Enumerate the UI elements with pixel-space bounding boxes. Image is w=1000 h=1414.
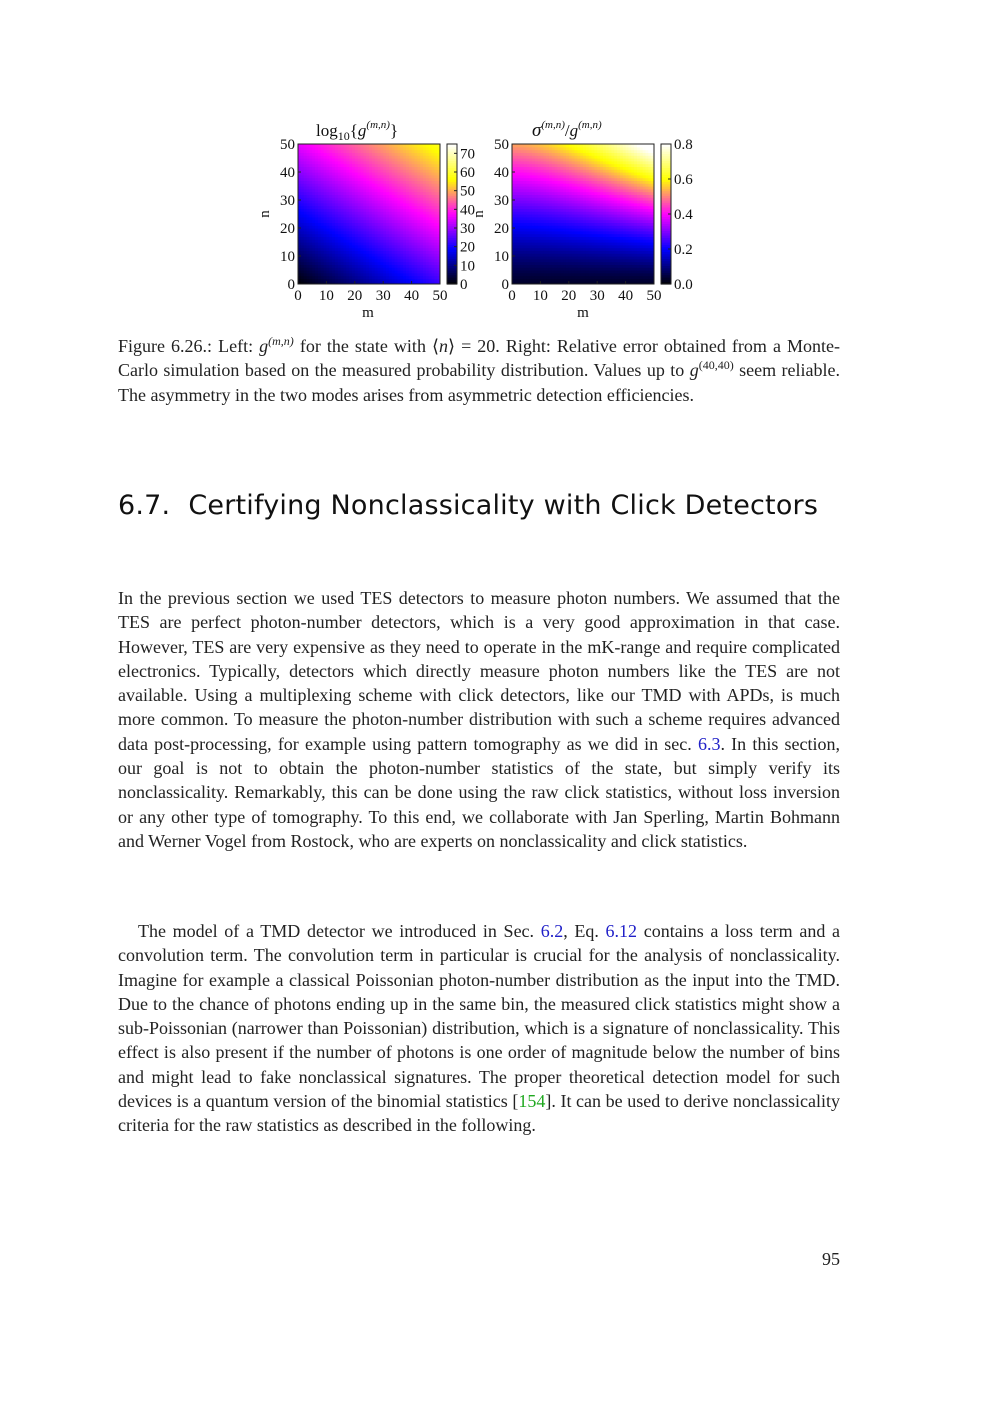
y-tick-label: 20 — [280, 221, 295, 237]
x-tick-label: 0 — [294, 288, 302, 304]
colorbar-tick-label: 30 — [460, 221, 475, 237]
x-tick-label: 30 — [375, 288, 391, 304]
y-tick-label: 30 — [280, 193, 295, 209]
left-panel-title: $\log_{10}\{g^{(m,n)}\}$ — [316, 119, 399, 143]
right-heatmap-image — [512, 144, 655, 285]
left-xlabel: m — [362, 305, 374, 321]
colorbar-tick-label: 70 — [460, 146, 475, 163]
colorbar-tick-label: 50 — [460, 183, 475, 200]
x-tick-label: 50 — [432, 288, 448, 304]
y-tick-label: 50 — [280, 137, 295, 153]
colorbar-tick-label: 40 — [460, 202, 475, 219]
figure-6-26 — [250, 112, 710, 324]
right-panel-title: $\sigma^{(m,n)}/g^{(m,n)}$ — [532, 119, 602, 141]
left-ylabel: n — [257, 210, 273, 218]
x-tick-label: 20 — [347, 288, 363, 304]
y-tick-label: 10 — [280, 249, 295, 265]
colorbar-tick-label: 10 — [460, 258, 475, 275]
left-heatmap-panel — [257, 119, 475, 321]
colorbar-tick-label: 60 — [460, 165, 475, 181]
y-tick-label: 40 — [280, 165, 295, 181]
right-heatmap-panel — [471, 119, 693, 321]
left-colorbar — [447, 144, 457, 285]
x-tick-label: 10 — [318, 288, 334, 304]
figure-heatmaps — [250, 112, 710, 324]
colorbar-tick-label: 0 — [460, 277, 468, 293]
x-tick-label: 40 — [404, 288, 420, 304]
y-tick-label: 0 — [287, 277, 295, 293]
left-heatmap-image — [298, 144, 441, 285]
colorbar-tick-label: 20 — [460, 239, 475, 256]
